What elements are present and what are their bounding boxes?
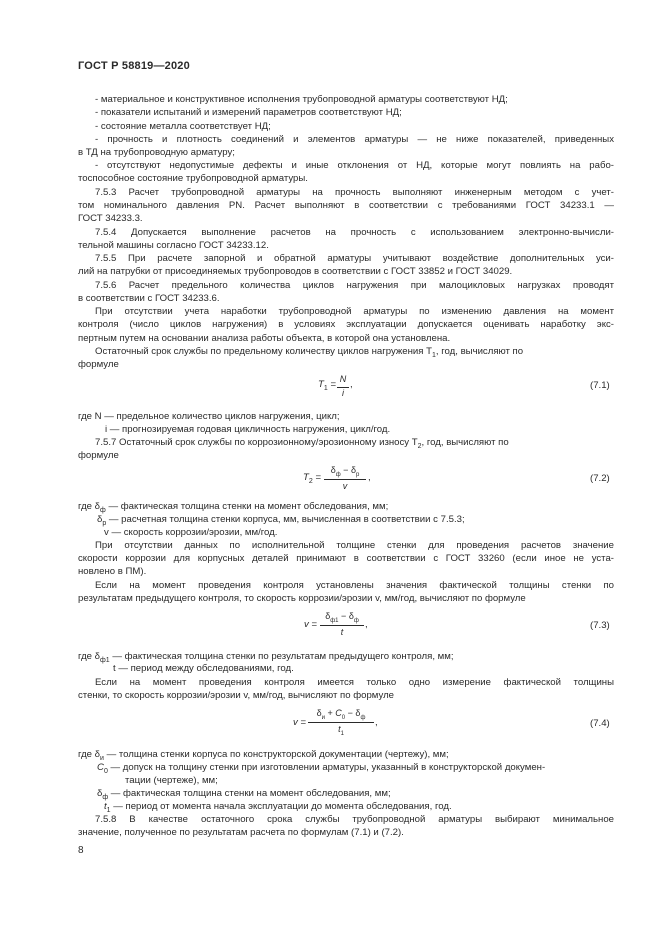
text-line: тации (чертеже), мм; (125, 775, 218, 786)
fraction-denominator: i (342, 388, 344, 398)
equation-7-4: v = (293, 717, 307, 728)
text-line: где $\delta_ф$ — фактическая толщина стенки на момент обследования, мм; (78, 501, 389, 514)
equation-number: (7.4) (590, 718, 610, 729)
text-line: том номинального давления PN. Расчет выполняют в соответствии с требованиями ГОСТ 34233.1 — (78, 200, 614, 211)
text-line: новлено в ПМ). (78, 566, 147, 577)
document-header: ГОСТ Р 58819—2020 (78, 60, 190, 72)
text-line: 7.5.5 При расчете запорной и обратной арматуры учитывают воздействие дополнительных уси- (95, 253, 614, 264)
text-line: формуле (78, 359, 119, 370)
fraction-denominator: $t_1$ (338, 724, 344, 737)
text-line: где $\delta_и$ — толщина стенки корпуса по конструкторской документации (чертежу), мм; (78, 749, 449, 762)
text-line: 7.5.3 Расчет трубопроводной арматуры на прочность выполняют инженерным методом с учет- (95, 187, 614, 198)
equation-7-1: $T_1$ = (318, 379, 337, 392)
fraction-bar (308, 722, 374, 723)
fraction-denominator: t (340, 627, 344, 637)
text-line: формуле (78, 450, 119, 461)
text-line: 7.5.4 Допускается выполнение расчетов на прочность с использованием электронно-вычисли- (95, 227, 614, 238)
equation-number: (7.1) (590, 380, 610, 391)
text-line: $\delta_р$ — расчетная толщина стенки корпуса, мм, вычисленная в соответствии с 7.5.3; (97, 514, 465, 527)
text-line: - состояние металла соответствует НД; (95, 121, 271, 132)
equation-number: (7.3) (590, 620, 610, 631)
fraction-bar (324, 479, 366, 480)
equation-comma: , (375, 717, 378, 728)
text-line: ГОСТ 34233.3. (78, 213, 143, 224)
text-line: стенки, то скорость коррозии/эрозии v, мм/год, вычисляют по формуле (78, 690, 394, 701)
text-line: тоспособное состояние трубопроводной арматуры. (78, 173, 308, 184)
fraction-denominator: v (342, 481, 348, 491)
text-line: скорости коррозии для корпусных деталей принимают в соответствии с ГОСТ 33260 (если иное не уста- (78, 553, 614, 564)
text-line: $\delta_ф$ — фактическая толщина стенки на момент обследования, мм; (97, 788, 391, 801)
equation-number: (7.2) (590, 473, 610, 484)
text-line: где N — предельное количество циклов нагружения, цикл; (78, 411, 340, 422)
fraction-bar (320, 625, 364, 626)
text-line: пертным путем на основании анализа работы объекта, в которой она установлена. (78, 333, 451, 344)
text-line: в соответствии с ГОСТ 34233.6. (78, 293, 220, 304)
text-line: лий на патрубки от присоединяемых трубопроводов в соответствии с ГОСТ 33852 и ГОСТ 34029. (78, 266, 513, 277)
equation-comma: , (365, 619, 368, 630)
text-line: v — скорость коррозии/эрозии, мм/год. (104, 527, 278, 538)
equation-comma: , (368, 472, 371, 483)
equation-7-3: v = (304, 619, 318, 630)
text-line: 7.5.8 В качестве остаточного срока службы трубопроводной арматуры выбирают минимальное (95, 814, 614, 825)
text-line: - прочность и плотность соединений и элементов арматуры — не ниже показателей, приведенных (95, 134, 614, 145)
equation-comma: , (350, 379, 353, 390)
text-line: контроля (число циклов нагружения) в условиях эксплуатации допускается оценивать наработку экс- (78, 319, 614, 330)
text-line: Если на момент проведения контроля установлены значения фактической толщины стенки по (95, 580, 614, 591)
text-line: 7.5.6 Расчет предельного количества циклов нагружения при малоцикловых нагрузках проводят (95, 280, 614, 291)
text-line: $t_1$ — период от момента начала эксплуатации до момента обследования, год. (104, 801, 452, 814)
text-line: - отсутствуют недопустимые дефекты и иные отклонения от НД, которые могут повлиять на рабо- (95, 160, 614, 171)
text-line: i — прогнозируемая годовая цикличность нагружения, цикл/год. (105, 424, 391, 435)
text-line: t — период между обследованиями, год. (113, 663, 294, 674)
text-line: результатам предыдущего контроля, то скорость коррозии/эрозии v, мм/год, вычисляют по формуле (78, 593, 526, 604)
text-line: - показатели испытаний и измерений параметров соответствуют НД; (95, 107, 402, 118)
text-line: - материальное и конструктивное исполнения трубопроводной арматуры соответствуют НД; (95, 94, 508, 105)
text-line: При отсутствии данных по исполнительной толщине стенки для проведения расчетов значение (95, 540, 614, 551)
text-line: значение, полученное по результатам расчета по формулам (7.1) и (7.2). (78, 827, 404, 838)
equation-7-2: $T_2$ = (303, 472, 322, 485)
page-number: 8 (78, 845, 84, 856)
text-line: Остаточный срок службы по предельному количеству циклов нагружения $T_1$, год, вычисляют по (95, 346, 524, 359)
text-line: тельной машины согласно ГОСТ 34233.12. (78, 240, 269, 251)
fraction-numerator: N (339, 374, 347, 384)
text-line: Если на момент проведения контроля имеется только одно измерение фактической толщины (95, 677, 614, 688)
fraction-numerator: $\delta_ф - \delta_р$ (330, 465, 360, 478)
text-line: При отсутствии учета наработки трубопроводной арматуры по изменению давления на момент (95, 306, 614, 317)
text-line: в ТД на трубопроводную арматуру; (78, 147, 235, 158)
text-line: 7.5.7 Остаточный срок службы по коррозионному/эрозионному износу $T_2$, год, вычисляют по (95, 437, 509, 450)
text-line: где $\delta_{ф1}$ — фактическая толщина стенки по результатам предыдущего контроля, мм; (78, 651, 454, 664)
fraction-numerator: $\delta_{ф1} - \delta_ф$ (325, 611, 359, 624)
text-line: $C_0$ — допуск на толщину стенки при изготовлении арматуры, указанный в конструкторской докумен- (97, 762, 546, 775)
fraction-numerator: $\delta_и + C_0 - \delta_ф$ (316, 708, 366, 721)
